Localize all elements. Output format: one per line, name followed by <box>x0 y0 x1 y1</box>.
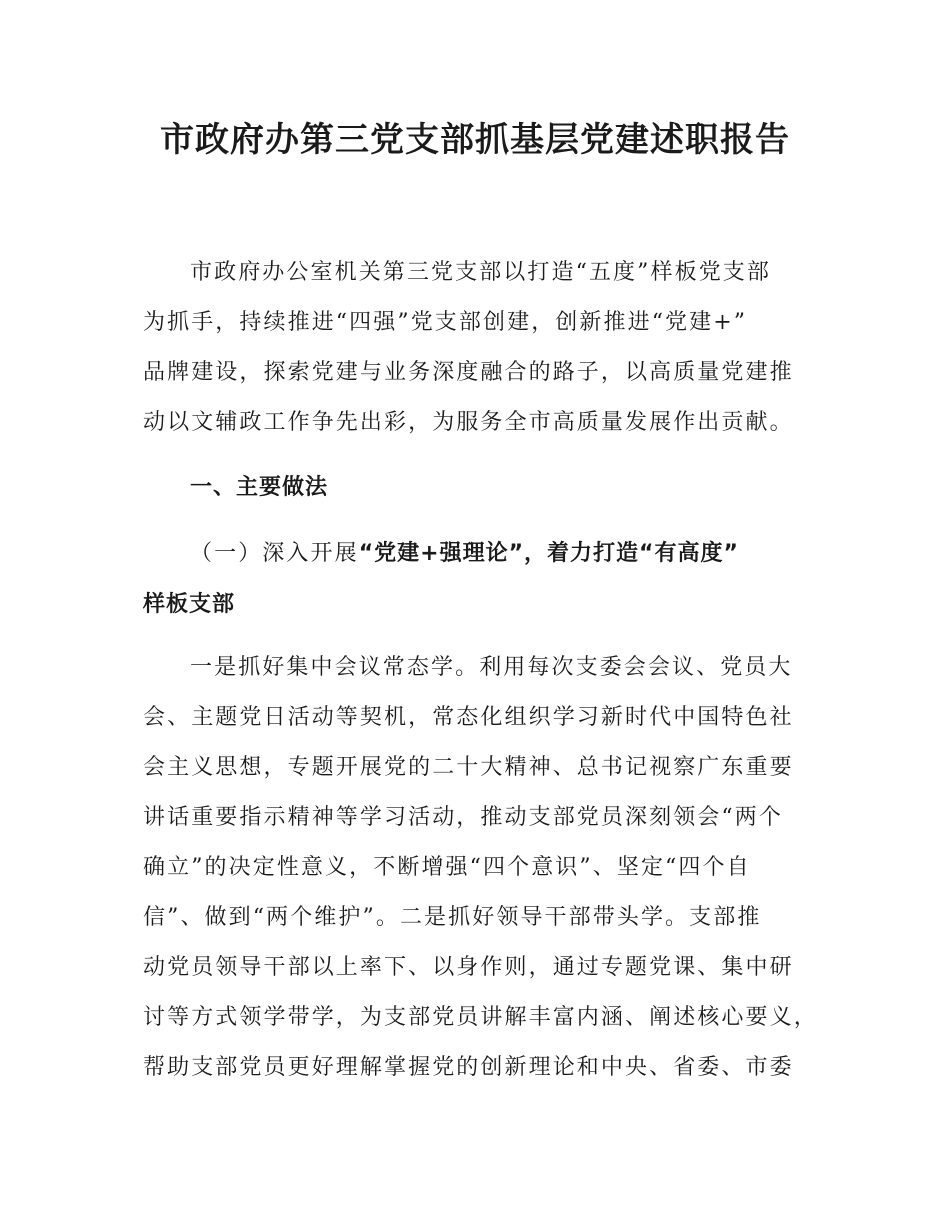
document-title: 市政府办第三党支部抓基层党建述职报告 <box>160 120 790 160</box>
subsection-bold-text: “党建+强理论”，着力打造“有高度” <box>358 541 739 566</box>
subsection-prefix: （一）深入开展 <box>190 541 359 566</box>
intro-line: 品牌建设，探索党建与业务深度融合的路子，以高质量党建推 <box>143 360 794 385</box>
body-line: 信”、做到“两个维护”。二是抓好领导干部带头学。支部推 <box>143 905 762 930</box>
section-heading: 一、主要做法 <box>190 475 329 500</box>
intro-line: 市政府办公室机关第三党支部以打造“五度”样板党支部 <box>190 260 771 285</box>
body-line: 动党员领导干部以上率下、以身作则，通过专题党课、集中研 <box>143 955 794 980</box>
body-line: 一是抓好集中会议常态学。利用每次支委会会议、党员大 <box>190 655 793 680</box>
body-line: 帮助支部党员更好理解掌握党的创新理论和中央、省委、市委 <box>143 1055 794 1080</box>
body-line: 确立”的决定性意义，不断增强“四个意识”、坚定“四个自 <box>143 855 751 880</box>
body-line: 会主义思想，专题开展党的二十大精神、总书记视察广东重要 <box>143 755 794 780</box>
intro-line: 动以文辅政工作争先出彩，为服务全市高质量发展作出贡献。 <box>143 410 794 435</box>
subsection-heading-continued: 样板支部 <box>143 592 236 617</box>
subsection-heading <box>190 539 739 569</box>
body-line: 讨等方式领学带学，为支部党员讲解丰富内涵、阐述核心要义， <box>143 1005 818 1030</box>
intro-line: 为抓手，持续推进“四强”党支部创建，创新推进“党建+” <box>143 310 748 335</box>
body-line: 讲话重要指示精神等学习活动，推动支部党员深刻领会“两个 <box>143 805 783 830</box>
body-line: 会、主题党日活动等契机，常态化组织学习新时代中国特色社 <box>143 705 794 730</box>
